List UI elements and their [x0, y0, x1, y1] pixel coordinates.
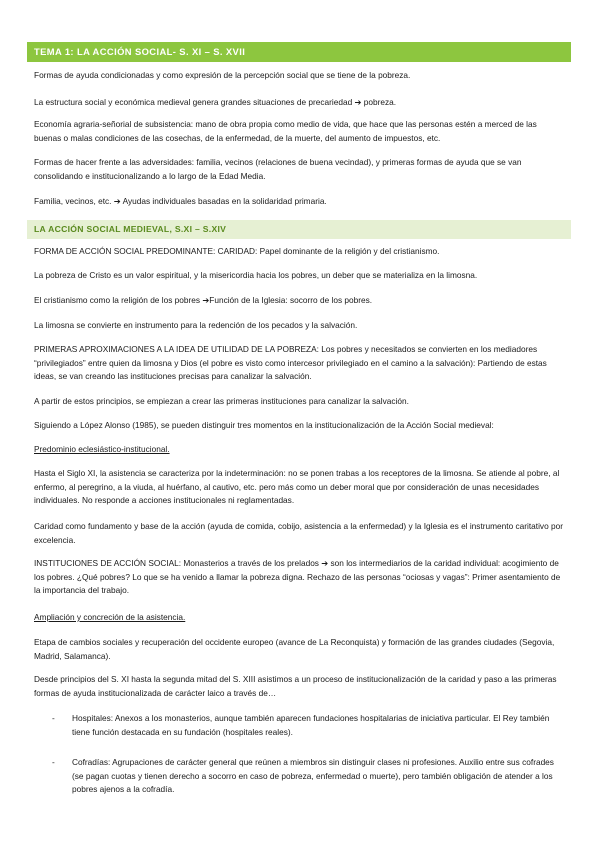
- bullet-marker: -: [52, 713, 55, 723]
- list-item: Hospitales: Anexos a los monasterios, aunque también aparecen fundaciones hospitalarias de iniciativa particular. El Rey también tiene función destacada en su fundación (hospitales reales).: [72, 713, 550, 737]
- paragraph: INSTITUCIONES DE ACCIÓN SOCIAL: Monasterios a través de los prelados ➔ son los intermediarios de la caridad individual: acogimiento de los pobres. ¿Qué pobres? Lo que se ha venido a llamar la pobreza digna. Rechazo de las personas “ociosas y vagas”: Primer asentamiento de la importancia del trabajo.: [34, 558, 561, 596]
- paragraph: Formas de ayuda condicionadas y como expresión de la percepción social que se tiene de la pobreza.: [34, 70, 411, 80]
- paragraph: Formas de hacer frente a las adversidades: familia, vecinos (relaciones de buena vecindad), y primeras formas de ayuda que se van consolidando e institucionalizando a lo largo de la Edad Media.: [34, 157, 522, 181]
- paragraph: PRIMERAS APROXIMACIONES A LA IDEA DE UTILIDAD DE LA POBREZA: Los pobres y necesitados se convierten en los mediadores “privilegiados” entre quien da limosna y Dios (el pobre es visto como intercesor privilegiado en el camino a la salvación): Partiendo de estas ideas, se van creando las instituciones precisas para canalizar la salvación.: [34, 344, 547, 382]
- paragraph: Economía agraria-señorial de subsistencia: mano de obra propia como medio de vida, que hace que las personas estén a merced de las buenas o malas condiciones de las cosechas, de la enfermedad, de la muerte, del aumento de impuestos, etc.: [34, 119, 537, 143]
- paragraph: FORMA DE ACCIÓN SOCIAL PREDOMINANTE: CARIDAD: Papel dominante de la religión y del cristianismo.: [34, 246, 440, 256]
- paragraph: Siguiendo a López Alonso (1985), se pueden distinguir tres momentos en la institucionalización de la Acción Social medieval:: [34, 420, 494, 430]
- paragraph: La limosna se convierte en instrumento para la redención de los pecados y la salvación.: [34, 320, 358, 330]
- paragraph: Desde principios del S. XI hasta la segunda mitad del S. XIII asistimos a un proceso de institucionalización de la caridad y paso a las primeras formas de ayuda institucionalizada de carácter laico a través de…: [34, 674, 557, 698]
- section-heading: LA ACCIÓN SOCIAL MEDIEVAL, S.XI – S.XIV: [27, 220, 571, 239]
- list-item: Cofradías: Agrupaciones de carácter general que reúnen a miembros sin distinguir clases ni profesiones. Auxilio entre sus cofrades (se pagan cuotas y tienen derecho a socorro en caso de pobreza, enfermedad o muerte), pero también obligación de atender a los pobres ajenos a la cofradía.: [72, 757, 554, 795]
- paragraph: Familia, vecinos, etc. ➔ Ayudas individuales basadas en la solidaridad primaria.: [34, 196, 327, 206]
- paragraph: El cristianismo como la religión de los pobres ➔Función de la Iglesia: socorro de los pobres.: [34, 295, 373, 305]
- chapter-heading: TEMA 1: LA ACCIÓN SOCIAL- S. XI – S. XVII: [27, 42, 571, 62]
- subheading: Predominio eclesiástico-institucional.: [34, 444, 170, 454]
- paragraph: La pobreza de Cristo es un valor espiritual, y la misericordia hacia los pobres, un deber que se materializa en la limosna.: [34, 270, 478, 280]
- paragraph: La estructura social y económica medieval genera grandes situaciones de precariedad ➔ pobreza.: [34, 97, 397, 107]
- subheading: Ampliación y concreción de la asistencia.: [34, 612, 186, 622]
- paragraph: Caridad como fundamento y base de la acción (ayuda de comida, cobijo, asistencia a la enfermedad) y la Iglesia es el instrumento caritativo por excelencia.: [34, 521, 563, 545]
- bullet-marker: -: [52, 757, 55, 767]
- paragraph: A partir de estos principios, se empiezan a crear las primeras instituciones para canalizar la salvación.: [34, 396, 409, 406]
- paragraph: Etapa de cambios sociales y recuperación del occidente europeo (avance de La Reconquista) y formación de las grandes ciudades (Segovia, Madrid, Salamanca).: [34, 637, 555, 661]
- paragraph: Hasta el Siglo XI, la asistencia se caracteriza por la indeterminación: no se ponen trabas a los receptores de la limosna. Se atiende al pobre, al enfermo, al peregrino, a la viuda, al huérfano, al cautivo, etc. pero más como un deber moral que por consideración de unas necesidades individuales. No responde a acciones institucionales ni reglamentadas.: [34, 468, 560, 506]
